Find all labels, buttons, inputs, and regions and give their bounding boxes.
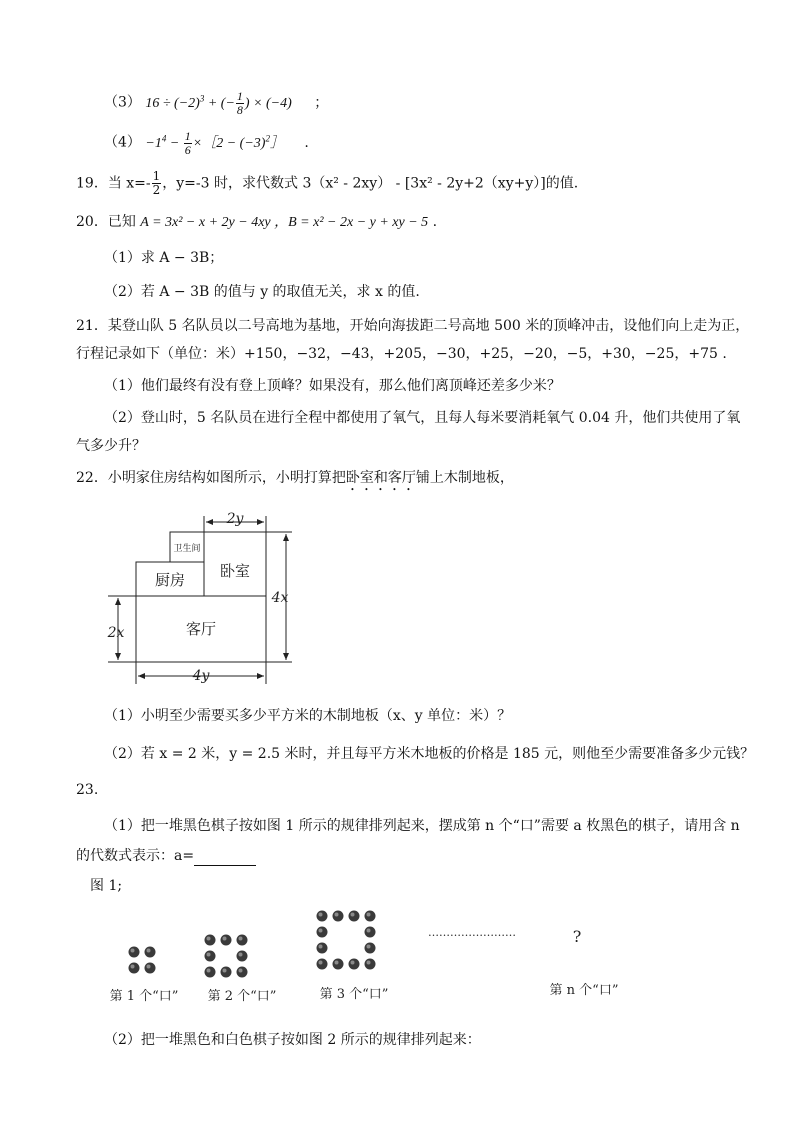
floor-plan-figure <box>100 506 320 686</box>
chess-piece-highlight <box>239 937 243 941</box>
black-chess-piece <box>365 943 376 954</box>
black-chess-piece <box>317 911 328 922</box>
black-chess-piece <box>221 935 232 946</box>
chess-piece-highlight <box>367 913 371 917</box>
q20-part2: （2）若 A − 3B 的值与 y 的取值无关，求 x 的值. <box>104 284 420 300</box>
answer-blank[interactable] <box>194 851 256 866</box>
chess-piece-highlight <box>131 965 135 969</box>
black-chess-piece <box>317 927 328 938</box>
living-room-label: 客厅 <box>185 620 217 638</box>
chess-piece-highlight <box>239 953 243 957</box>
caption-pattern-3: 第 3 个“口” <box>319 987 389 1002</box>
chess-piece-highlight <box>319 961 323 965</box>
black-chess-piece <box>145 963 156 974</box>
kitchen-label: 厨房 <box>154 571 186 589</box>
chess-piece-highlight <box>367 929 371 933</box>
chess-piece-highlight <box>223 969 227 973</box>
q22-part2: （2）若 x = 2 米，y = 2.5 米时，并且每平方米木地板的价格是 185 元，则他至少需要准备多少元钱？ <box>104 746 755 762</box>
dim-top-label: 2y <box>226 511 244 527</box>
black-chess-piece <box>333 911 344 922</box>
q21-part2-line1: （2）登山时，5 名队员在进行全程中都使用了氧气，且每人每米要消耗氧气 0.04 升，他们共使用了氧 <box>104 410 741 426</box>
chess-piece-highlight <box>335 961 339 965</box>
black-chess-piece <box>365 927 376 938</box>
q23-number: 23. <box>76 782 99 798</box>
black-chess-piece <box>237 935 248 946</box>
chess-piece-highlight <box>351 913 355 917</box>
chess-piece-highlight <box>207 969 211 973</box>
q21-part2-line2: 气多少升？ <box>76 438 146 454</box>
black-chess-piece <box>333 959 344 970</box>
chess-piece-highlight <box>319 929 323 933</box>
chess-piece-highlight <box>367 945 371 949</box>
q20-stem: 20．已知 A = 3x² − x + 2y − 4xy ，B = x² − 2x − y + xy − 5 . <box>76 214 438 230</box>
chess-piece-highlight <box>319 945 323 949</box>
q22-part1: （1）小明至少需要买多少平方米的木制地板（x、y 单位：米）？ <box>104 708 512 724</box>
bedroom-label: 卧室 <box>219 562 251 580</box>
q23-part1-line2: 的代数式表示：a= <box>76 846 256 866</box>
unknown-pattern-mark: ? <box>572 927 582 946</box>
black-chess-piece <box>237 967 248 978</box>
chess-piece-highlight <box>147 965 151 969</box>
q23-part2: （2）把一堆黑色和白色棋子按如图 2 所示的规律排列起来： <box>104 1032 481 1048</box>
black-chess-piece <box>129 947 140 958</box>
q22-stem: 22．小明家住房结构如图所示，小明打算把卧室和客厅铺上木制地板， <box>76 470 514 486</box>
chess-piece-highlight <box>367 961 371 965</box>
q20-part1: （1）求 A − 3B； <box>104 250 224 266</box>
chess-piece-highlight <box>207 953 211 957</box>
q19-stem: 19．当 x=- $\frac{1}{2}$ ，y=-3 时，求代数式 3（x² - 2xy） - [3x² - 2y+2（xy+y）]的值. <box>76 169 579 197</box>
q18-part3: （3） $16 \div (-2)^3$ + (− $\frac{1}{8}$ ) × (−4) ； <box>104 88 329 117</box>
black-chess-piece <box>221 967 232 978</box>
caption-pattern-2: 第 2 个“口” <box>207 989 277 1004</box>
q21-part1: （1）他们最终有没有登上顶峰？如果没有，那么他们离顶峰还差多少米？ <box>104 378 561 394</box>
q18-part4: $(4) -1^4$ − $\frac{1}{6}$ ×［2 − $(-3)^2]$ . <box>104 128 309 157</box>
bathroom-label: 卫生间 <box>173 544 201 554</box>
chess-piece-highlight <box>147 949 151 953</box>
q21-stem-line1: 21．某登山队 5 名队员以二号高地为基地，开始向海拔距二号高地 500 米的顶峰冲击，设他们向上走为正， <box>76 318 750 334</box>
black-chess-piece <box>205 935 216 946</box>
q23-part1-line1: （1）把一堆黑色棋子按如图 1 所示的规律排列起来，摆成第 n 个“口”需要 a 枚黑色的棋子，请用含 n <box>104 818 740 834</box>
caption-pattern-1: 第 1 个“口” <box>109 989 179 1004</box>
chess-piece-highlight <box>335 913 339 917</box>
black-chess-piece <box>237 951 248 962</box>
black-chess-piece <box>205 967 216 978</box>
chess-piece-highlight <box>319 913 323 917</box>
pattern-pieces <box>129 911 376 978</box>
chess-piece-highlight <box>351 961 355 965</box>
caption-pattern-n: 第 n 个“口” <box>549 983 619 998</box>
dim-left-label: 2x <box>107 625 125 641</box>
chess-pattern-figure <box>100 906 660 1010</box>
black-chess-piece <box>365 911 376 922</box>
black-chess-piece <box>205 951 216 962</box>
black-chess-piece <box>349 911 360 922</box>
chess-piece-highlight <box>239 969 243 973</box>
ellipsis-dots: …………………… <box>428 926 516 939</box>
chess-piece-highlight <box>207 937 211 941</box>
black-chess-piece <box>317 943 328 954</box>
chess-piece-highlight <box>223 937 227 941</box>
black-chess-piece <box>317 959 328 970</box>
black-chess-piece <box>365 959 376 970</box>
dim-bottom-label: 4y <box>192 668 210 684</box>
dim-right-label: 4x <box>271 590 289 606</box>
black-chess-piece <box>349 959 360 970</box>
black-chess-piece <box>129 963 140 974</box>
figure-1-label: 图 1; <box>90 878 123 894</box>
q21-stem-line2: 行程记录如下（单位：米）+150，−32，−43，+205，−30，+25，−20，−5，+30，−25，+75 . <box>76 346 727 362</box>
chess-piece-highlight <box>131 949 135 953</box>
black-chess-piece <box>145 947 156 958</box>
